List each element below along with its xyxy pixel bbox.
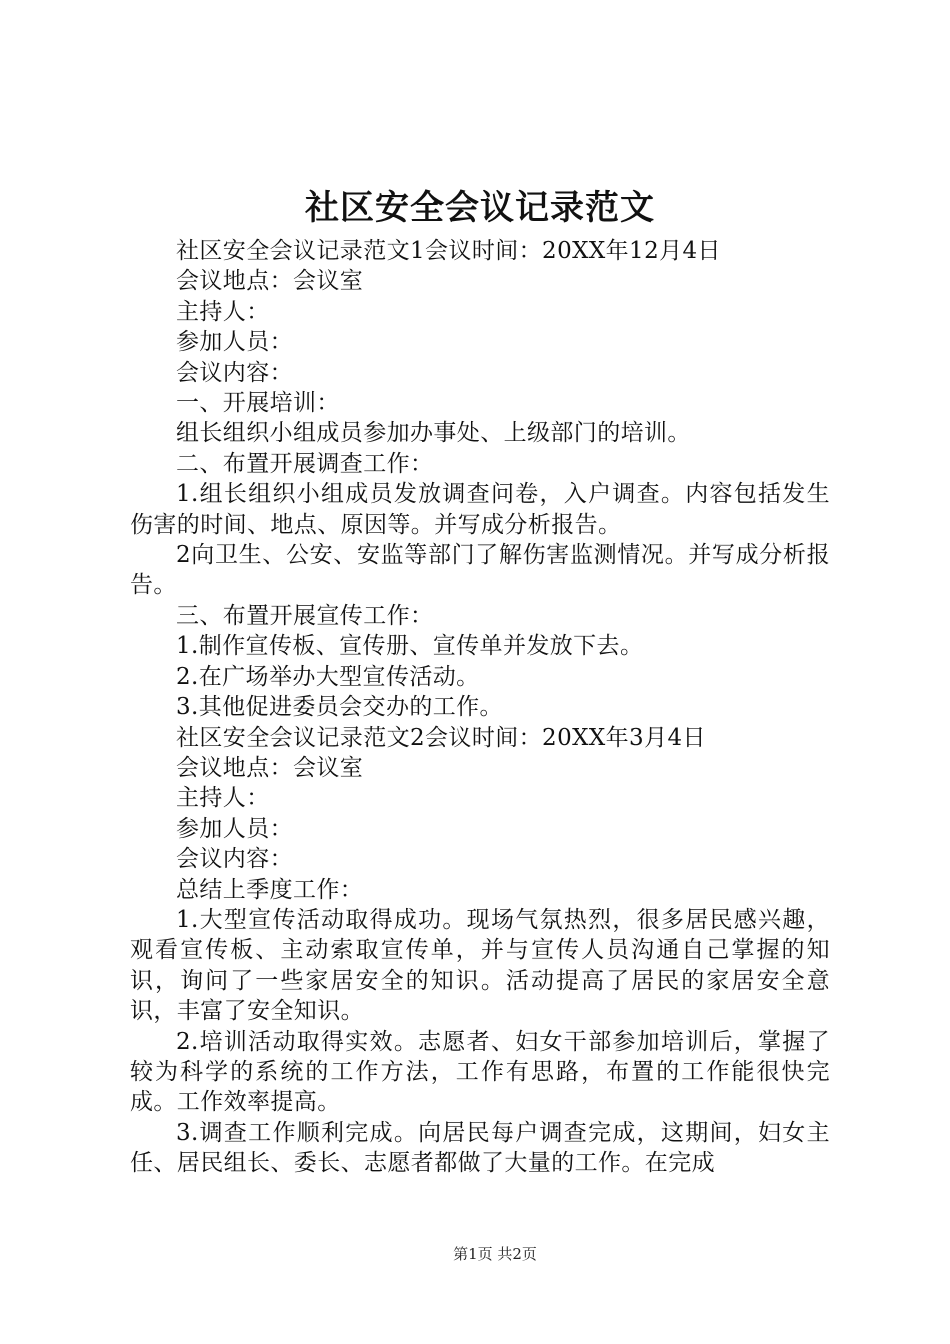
page-number-footer: 第1页 共2页	[453, 1245, 537, 1263]
paragraph: 主持人：	[176, 785, 270, 812]
paragraph: 1.制作宣传板、宣传册、宣传单并发放下去。	[176, 633, 644, 660]
paragraph: 1.组长组织小组成员发放调查问卷，入户调查。内容包括发生伤害的时间、地点、原因等。并写成分析报告。	[130, 481, 830, 538]
paragraph: 主持人：	[176, 298, 270, 325]
paragraph: 二、布置开展调查工作：	[176, 450, 434, 477]
paragraph: 2.在广场举办大型宣传活动。	[176, 663, 480, 690]
paragraph: 三、布置开展宣传工作：	[176, 602, 434, 629]
paragraph: 会议内容：	[176, 846, 293, 873]
paragraph: 2向卫生、公安、安监等部门了解伤害监测情况。并写成分析报告。	[130, 542, 830, 599]
paragraph: 会议地点：会议室	[176, 754, 364, 781]
paragraph: 参加人员：	[176, 815, 293, 842]
paragraph: 3.调查工作顺利完成。向居民每户调查完成，这期间，妇女主任、居民组长、委长、志愿者都做了大量的工作。在完成	[130, 1119, 830, 1177]
paragraph: 总结上季度工作：	[176, 876, 364, 903]
paragraph: 会议地点：会议室	[176, 268, 364, 295]
paragraph: 一、开展培训：	[176, 390, 340, 417]
paragraph: 1.大型宣传活动取得成功。现场气氛热烈，很多居民感兴趣，观看宣传板、主动索取宣传单，并与宣传人员沟通自己掌握的知识，询问了一些家居安全的知识。活动提高了居民的家居安全意识，丰富了安全知识。	[130, 906, 830, 1025]
paragraph: 会议内容：	[176, 359, 293, 386]
paragraph: 3.其他促进委员会交办的工作。	[176, 694, 503, 721]
paragraph: 社区安全会议记录范文2会议时间：20XX年3月4日	[176, 724, 706, 751]
paragraph: 参加人员：	[176, 329, 293, 356]
paragraph: 社区安全会议记录范文1会议时间：20XX年12月4日	[176, 238, 721, 264]
document-body	[130, 236, 830, 1179]
paragraph: 组长组织小组成员参加办事处、上级部门的培训。	[176, 420, 691, 447]
document-title: 社区安全会议记录范文	[305, 188, 655, 228]
paragraph: 2.培训活动取得实效。志愿者、妇女干部参加培训后，掌握了较为科学的系统的工作方法，工作有思路，布置的工作能很快完成。工作效率提高。	[130, 1028, 830, 1116]
